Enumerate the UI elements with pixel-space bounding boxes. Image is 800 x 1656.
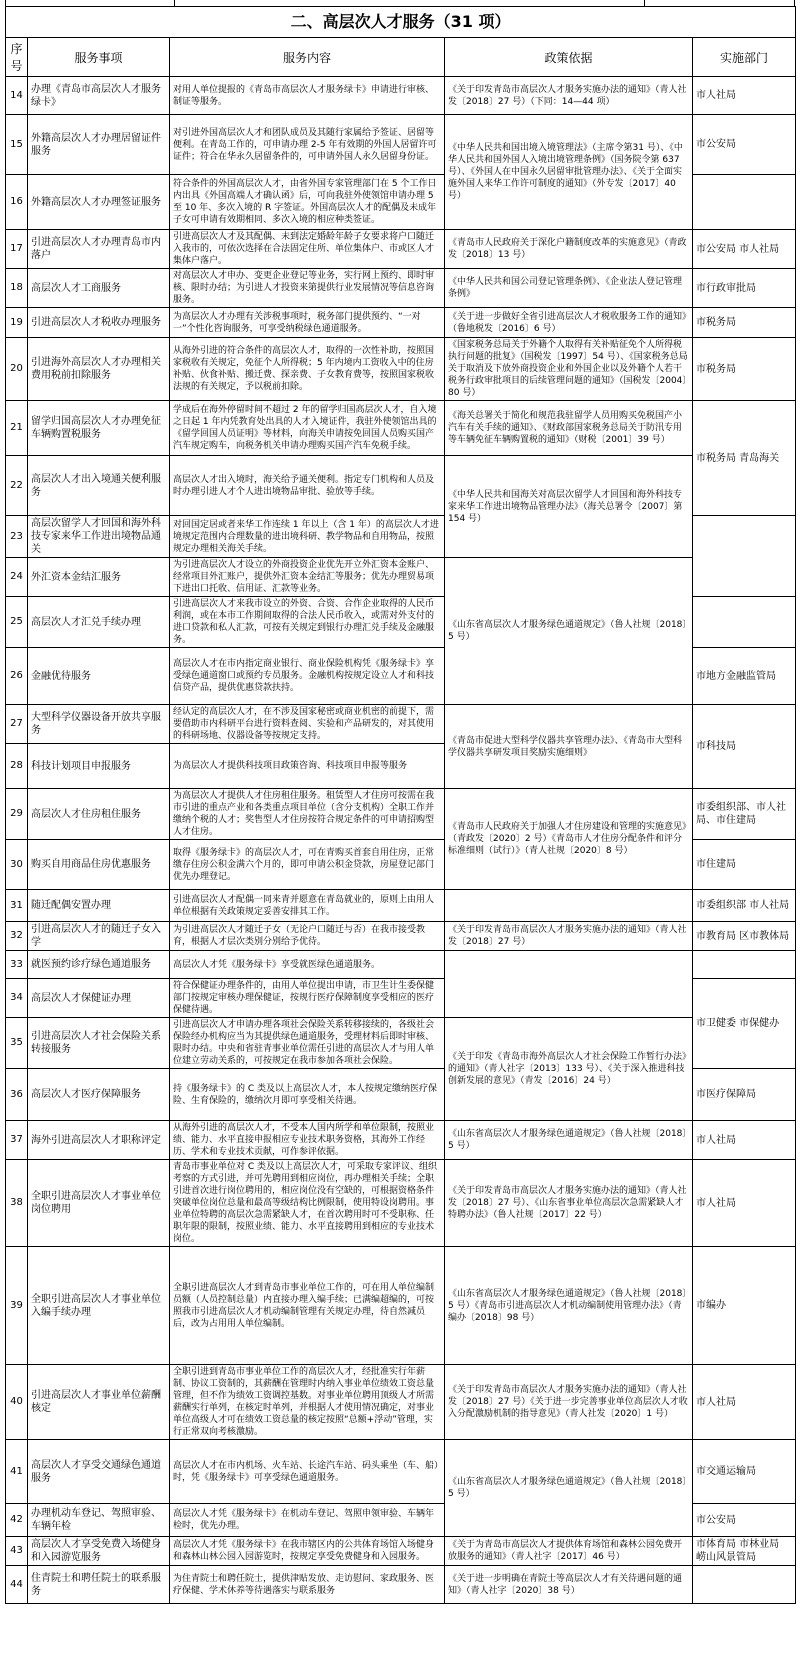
cell-dept: 市人社局 xyxy=(693,1160,796,1247)
cell-no: 17 xyxy=(6,230,28,269)
table-row xyxy=(6,951,796,979)
cell-no: 18 xyxy=(6,269,28,308)
table-row xyxy=(6,269,796,308)
cell-dept: 市体育局 市林业局 崂山风景管局 xyxy=(693,1537,796,1566)
table-row xyxy=(6,1365,796,1440)
cell-no: 28 xyxy=(6,744,28,789)
table-row xyxy=(6,705,796,744)
cell-no: 24 xyxy=(6,558,28,597)
cell-dept: 市住建局 xyxy=(693,840,796,890)
cell-policy: 《山东省高层次人才服务绿色通道规定》（鲁人社规〔2018〕5 号） xyxy=(445,1440,693,1537)
cell-item: 高层次人才工商服务 xyxy=(28,269,170,308)
cell-no: 21 xyxy=(6,401,28,456)
cell-no: 34 xyxy=(6,979,28,1018)
cell-policy xyxy=(445,890,693,922)
cell-no: 39 xyxy=(6,1247,28,1365)
cell-no: 31 xyxy=(6,890,28,922)
table-row xyxy=(6,1537,796,1566)
table-row xyxy=(6,1018,796,1069)
cell-content: 对引进外国高层次人才和团队成员及其随行家属给予签证、居留等便利。在青岛工作的，可申请办理 2-5 年有效期的外国人居留许可证件；符合在华永久居留条件的，可申请外国人永久居留身份证。 xyxy=(170,115,445,175)
table-row xyxy=(6,1440,796,1504)
table-row xyxy=(6,1121,796,1160)
cell-policy: 《山东省高层次人才服务绿色通道规定》（鲁人社规〔2018〕5 号） xyxy=(445,558,693,705)
table-row xyxy=(6,338,796,401)
cell-content: 从海外引进的符合条件的高层次人才，取得的一次性补助，按照国家税收有关规定，免征个人所得税；5 年内境内工资收入中的住房补贴、伙食补贴、搬迁费、探亲费、子女教育费等，按照国家税收法规的有关规定，予以税前扣除。 xyxy=(170,338,445,401)
cell-item: 就医预约诊疗绿色通道服务 xyxy=(28,951,170,979)
cell-item: 科技计划项目申报服务 xyxy=(28,744,170,789)
cell-content: 高层次人才出入境时，海关给予通关便利。指定专门机构和人员及时办理引进人才个人进出境物品审批、验放等手续。 xyxy=(170,456,445,516)
cell-policy: 《青岛市人民政府关于加强人才住房建设和管理的实施意见》（青政发〔2020〕2 号）《青岛市人才住房分配条件和评分标准细则（试行）》（青人社规〔2020〕8 号） xyxy=(445,789,693,890)
cell-item: 金融优待服务 xyxy=(28,648,170,705)
cell-item: 高层次人才汇兑手续办理 xyxy=(28,597,170,648)
cell-content: 从海外引进的高层次人才，不受本人国内所学和单位限制，按照业绩、能力、水平直接申报相应专业技术职务资格，其海外工作经历、学术和专业技术贡献，可作参评依据。 xyxy=(170,1121,445,1160)
cell-item: 引进高层次人才事业单位薪酬核定 xyxy=(28,1365,170,1440)
cell-no: 44 xyxy=(6,1566,28,1604)
cell-policy: 《关于印发青岛市高层次人才服务实施办法的通知》（青人社发〔2018〕27 号）、《山东省事业单位高层次急需紧缺人才特聘办法》（鲁人社规〔2017〕22 号） xyxy=(445,1160,693,1247)
cell-item: 留学归国高层次人才办理免征车辆购置税服务 xyxy=(28,401,170,456)
table-row xyxy=(6,558,796,597)
cell-item: 引进高层次人才的随迁子女入学 xyxy=(28,922,170,951)
cell-item: 高层次人才享受交通绿色通道服务 xyxy=(28,1440,170,1504)
cell-content: 引进高层次人才及其配偶、未到法定婚龄年龄子女要求将户口随迁入我市的，可依次选择在合法固定住所、单位集体户、市或区人才集体户落户。 xyxy=(170,230,445,269)
cell-content: 取得《服务绿卡》的高层次人才，可在青购买首套自用住房，正常缴存住房公积金满六个月的，即可申请公积金贷款，房屋登记部门优先办理登记。 xyxy=(170,840,445,890)
cell-no: 16 xyxy=(6,175,28,230)
cell-content: 高层次人才在市内机场、火车站、长途汽车站、码头乘坐（车、船）时，凭《服务绿卡》可享受绿色通道服务。 xyxy=(170,1440,445,1504)
cell-no: 33 xyxy=(6,951,28,979)
cell-no: 41 xyxy=(6,1440,28,1504)
cell-dept: 市编办 xyxy=(693,1247,796,1365)
cell-policy: 《关于印发青岛市高层次人才服务实施办法的通知》（青人社发〔2018〕27 号） xyxy=(445,922,693,951)
cell-content: 高层次人才凭《服务绿卡》享受就医绿色通道服务。 xyxy=(170,951,445,979)
cell-item: 海外引进高层次人才职称评定 xyxy=(28,1121,170,1160)
cell-no: 27 xyxy=(6,705,28,744)
cell-content: 符合条件的外国高层次人才，由省外国专家管理部门在 5 个工作日内出具《外国高端人才确认函》后，可向我驻外使领馆申请办理 5 至 10 年、多次入境的 R 字签证。外国高层次人才的配偶及未成年子女可申请有效期相同、多次入境的相应种类签证。 xyxy=(170,175,445,230)
cell-dept: 市人社局 xyxy=(693,1121,796,1160)
cell-no: 35 xyxy=(6,1018,28,1069)
cell-no: 36 xyxy=(6,1069,28,1121)
cell-policy: 《关于为青岛市高层次人才提供体育场馆和森林公园免费开放服务的通知》（青人社字〔2017〕46 号） xyxy=(445,1537,693,1566)
cell-policy: 《青岛市促进大型科学仪器共享管理办法》、《青岛市大型科学仪器共享研发项目奖励实施细则》 xyxy=(445,705,693,789)
cell-content: 引进高层次人才申请办理各项社会保险关系转移接续的，各级社会保险经办机构应当为其提供绿色通道服务，受理材料后即时审核、限时办结。中央和省驻青事业单位需任引进的高层次人才与用人单位建立劳动关系的，可按规定在我市参加各项社会保险。 xyxy=(170,1018,445,1069)
cell-content: 持《服务绿卡》的 C 类及以上高层次人才，本人按规定缴纳医疗保险、生育保险的，缴纳次月即可享受相关待遇。 xyxy=(170,1069,445,1121)
cell-policy: 《中华人民共和国出境入境管理法》（主席令第31 号）、《中华人民共和国外国人入境出境管理条例》（国务院令第 637 号）、《外国人在中国永久居留审批管理办法》、《关于全面实施外国人来华工作许可制度的通知》（外专发〔2017〕40 号） xyxy=(445,115,693,230)
cell-content: 全职引进到青岛市事业单位工作的高层次人才，经批准实行年薪制、协议工资制的，其薪酬在管理时内纳入事业单位绩效工资总量管理，但不作为绩效工资调控基数。对事业单位聘用顶级人才所需薪酬实行单列，在核定时单列，并根据人才使用情况确定，对事业单位高级人才可在绩效工资总量的核定按照“总额+浮动”管理，实行正常双向考核激励。 xyxy=(170,1365,445,1440)
cell-policy: 《关于印发青岛市高层次人才服务实施办法的通知》（青人社发〔2018〕27 号）《关于进一步完善事业单位高层次人才收入分配激励机制的指导意见》（青人社发〔2020〕1 号） xyxy=(445,1365,693,1440)
cell-dept xyxy=(693,1566,796,1604)
header-no: 序号 xyxy=(6,38,28,77)
cell-policy: 《关于印发《青岛市海外高层次人才社会保险工作暂行办法》的通知》（青人社字〔2013〕133 号）、《关于深入推进科技创新发展的意见》（青发〔2016〕24 号） xyxy=(445,1018,693,1121)
cell-dept xyxy=(693,175,796,230)
cell-policy: 《中华人民共和国公司登记管理条例》、《企业法人登记管理条例》 xyxy=(445,269,693,308)
cell-content: 高层次人才凭《服务绿卡》在我市辖区内的公共体育场馆入场健身和森林山林公园入园游览时，按规定享受免费健身和入园服务。 xyxy=(170,1537,445,1566)
cell-policy: 《关于印发青岛市高层次人才服务实施办法的通知》（青人社发〔2018〕27 号）（下同：14—44 项） xyxy=(445,77,693,115)
cell-dept: 市教育局 区市教体局 xyxy=(693,922,796,951)
cell-dept: 市交通运输局 xyxy=(693,1440,796,1504)
cell-no: 23 xyxy=(6,516,28,558)
cell-dept: 市人社局 xyxy=(693,1365,796,1440)
cell-item: 随迁配偶安置办理 xyxy=(28,890,170,922)
cell-content: 经认定的高层次人才，在不涉及国家秘密或商业机密的前提下，需要借助市内科研平台进行资料查阅、实验和产品研发的，对其使用的科研场地、仪器设备等按规定支持。 xyxy=(170,705,445,744)
cell-item: 引进高层次人才办理青岛市内落户 xyxy=(28,230,170,269)
header-content: 服务内容 xyxy=(170,38,445,77)
cell-dept: 市卫健委 市保健办 xyxy=(693,979,796,1069)
cell-policy: 《海关总署关于简化和规范我驻留学人员用购买免税国产小汽车有关手续的通知》、《财政部国家税务总局关于防汛专用等车辆免征车辆购置税的通知》（财税〔2001〕39 号） xyxy=(445,401,693,456)
cell-item: 购买自用商品住房优惠服务 xyxy=(28,840,170,890)
cell-policy: 《中华人民共和国海关对高层次留学人才回国和海外科技专家来华工作进出境物品管理办法》（海关总署令〔2007〕第 154 号） xyxy=(445,456,693,558)
cell-dept: 市行政审批局 xyxy=(693,269,796,308)
cell-dept: 市人社局 xyxy=(693,77,796,115)
cell-no: 37 xyxy=(6,1121,28,1160)
cell-item: 高层次人才住房租住服务 xyxy=(28,789,170,840)
cell-item: 高层次人才出入境通关便利服务 xyxy=(28,456,170,516)
cell-item: 高层次人才医疗保障服务 xyxy=(28,1069,170,1121)
cell-item: 全职引进高层次人才事业单位入编手续办理 xyxy=(28,1247,170,1365)
header-item: 服务事项 xyxy=(28,38,170,77)
services-table xyxy=(5,6,796,1604)
cell-dept: 市税务局 青岛海关 xyxy=(693,401,796,516)
table-row xyxy=(6,308,796,338)
cell-item: 住青院士和聘任院士的联系服务 xyxy=(28,1566,170,1604)
cell-item: 全职引进高层次人才事业单位岗位聘用 xyxy=(28,1160,170,1247)
cell-content: 对回国定居或者来华工作连续 1 年以上（含 1 年）的高层次人才进境规定范围内合理数量的进出境科研、教学物品和自用物品，按照规定办理相关海关手续。 xyxy=(170,516,445,558)
cell-content: 为高层次人才提供科技项目政策咨询、科技项目申报等服务 xyxy=(170,744,445,789)
cell-no: 40 xyxy=(6,1365,28,1440)
cell-dept xyxy=(693,597,796,648)
cell-content: 高层次人才在市内指定商业银行、商业保险机构凭《服务绿卡》享受绿色通道窗口或预约专员服务。金融机构按规定设立人才和科技信贷产品，提供优惠贷款扶持。 xyxy=(170,648,445,705)
cell-dept: 市地方金融监管局 xyxy=(693,648,796,705)
cell-item: 大型科学仪器设备开放共享服务 xyxy=(28,705,170,744)
cell-item: 引进高层次人才社会保险关系转接服务 xyxy=(28,1018,170,1069)
cell-item: 引进高层次人才税收办理服务 xyxy=(28,308,170,338)
cell-item: 高层次留学人才回国和海外科技专家来华工作进出境物品通关 xyxy=(28,516,170,558)
cell-policy: 《山东省高层次人才服务绿色通道规定》（鲁人社规〔2018〕5 号） xyxy=(445,1121,693,1160)
cell-policy: 《关于进一步明确在青院士等高层次人才有关待遇问题的通知》（青人社字〔2020〕38 号） xyxy=(445,1566,693,1604)
cell-policy: 《山东省高层次人才服务绿色通道规定》（鲁人社规〔2018〕5 号）《青岛市引进高层次人才机动编制使用管理办法》（青编办〔2018〕98 号） xyxy=(445,1247,693,1365)
cell-item: 外汇资本金结汇服务 xyxy=(28,558,170,597)
cell-no: 19 xyxy=(6,308,28,338)
cell-dept: 市税务局 xyxy=(693,308,796,338)
cell-item: 高层次人才保健证办理 xyxy=(28,979,170,1018)
cell-dept: 市科技局 xyxy=(693,705,796,789)
table-row xyxy=(6,789,796,840)
cell-content: 引进高层次人才配偶一同来青并愿意在青岛就业的，原则上由用人单位根据有关政策规定妥善安排其工作。 xyxy=(170,890,445,922)
cell-policy: 《关于进一步做好全省引进高层次人才税收服务工作的通知》（鲁地税发〔2016〕6 号） xyxy=(445,308,693,338)
document-page xyxy=(5,0,795,1604)
cell-no: 14 xyxy=(6,77,28,115)
cell-no: 15 xyxy=(6,115,28,175)
cell-content: 为高层次人才提供人才住房租住服务。租赁型人才住房可按需在我市引进的重点产业和各类重点项目单位（含分支机构）全职工作并缴纳个税的人才；奖售型人才住房按符合规定条件的可申请招购型人才住房。 xyxy=(170,789,445,840)
cell-item: 外籍高层次人才办理签证服务 xyxy=(28,175,170,230)
header-dept: 实施部门 xyxy=(693,38,796,77)
table-row xyxy=(6,230,796,269)
cell-item: 办理机动车登记、驾照审验、车辆年检 xyxy=(28,1504,170,1537)
table-row xyxy=(6,1160,796,1247)
table-row xyxy=(6,77,796,115)
cell-content: 为住青院士和聘任院士，提供津贴发放、走访慰问、家政服务、医疗保健、学术休养等待遇落实与联系服务 xyxy=(170,1566,445,1604)
cell-dept xyxy=(693,516,796,597)
cell-no: 30 xyxy=(6,840,28,890)
cell-item: 引进海外高层次人才办理相关费用税前扣除服务 xyxy=(28,338,170,401)
cell-dept: 市公安局 xyxy=(693,115,796,175)
cell-dept xyxy=(693,951,796,979)
header-policy: 政策依据 xyxy=(445,38,693,77)
cell-dept: 市公安局 市人社局 xyxy=(693,230,796,269)
cell-content: 对高层次人才申办、变更企业登记等业务，实行网上预约、即时审核、限时办结；为引进人才投资来第提供行业发展情况等信息咨询服务。 xyxy=(170,269,445,308)
cell-dept: 市公安局 xyxy=(693,1504,796,1537)
cell-no: 25 xyxy=(6,597,28,648)
previous-table-edge xyxy=(5,0,795,6)
cell-content: 为高层次人才办理有关涉税事项时，税务部门提供预约、“一对一”个性化咨询服务，可享受纳税绿色通道服务。 xyxy=(170,308,445,338)
table-row xyxy=(6,890,796,922)
table-row xyxy=(6,1247,796,1365)
section-title: 二、高层次人才服务（31 项） xyxy=(6,7,796,38)
cell-content: 青岛市事业单位对 C 类及以上高层次人才，可采取专家评议、组织考察的方式引进，并可先聘用到相应岗位，再办理相关手续；全职引进首次进行岗位聘用的，相应岗位没有空缺的，可根据资格条件突破单位岗位总量和最高等级结构比例限制，使用特设岗聘用。事业单位特聘的高层次急需紧缺人才，在首次聘用时可不受职称、任职年限的限制，按照业绩、能力、水平直接聘用到相应的专业技术岗位。 xyxy=(170,1160,445,1247)
cell-item: 外籍高层次人才办理居留证件服务 xyxy=(28,115,170,175)
cell-no: 43 xyxy=(6,1537,28,1566)
cell-no: 22 xyxy=(6,456,28,516)
cell-content: 高层次人才凭《服务绿卡》在机动车登记、驾照申领审验、车辆年检时，优先办理。 xyxy=(170,1504,445,1537)
cell-content: 为引进高层次人才随迁子女（无论户口随迁与否）在我市接受教育，根据人才层次类别分别给予优待。 xyxy=(170,922,445,951)
cell-dept: 市税务局 xyxy=(693,338,796,401)
table-row xyxy=(6,456,796,516)
cell-no: 20 xyxy=(6,338,28,401)
cell-content: 引进高层次人才来我市设立的外资、合资、合作企业取得的人民币利润，或在本市工作期间取得的合法人民币收入，或需对外支付的进口贷款和私人汇款，可按有关规定到银行办理汇兑手续及金融服务。 xyxy=(170,597,445,648)
cell-content: 为引进高层次人才设立的外商投资企业优先开立外汇资本金账户、经常项目外汇账户，提供外汇资本金结汇等服务；优先办理贸易项下进出口托收、信用证、汇款等业务。 xyxy=(170,558,445,597)
cell-no: 32 xyxy=(6,922,28,951)
cell-content: 符合保健证办理条件的，由用人单位提出申请，市卫生计生委保健部门按规定审核办理保健证，按规行医疗保障制度享受相应的医疗保健待遇。 xyxy=(170,979,445,1018)
cell-content: 学成后在海外停留时间不超过 2 年的留学归国高层次人才，自入境之日起 1 年内凭教育处出具的人才入境证件，我驻外使领馆出具的《留学回国人员证明》等材料，向海关申请按免回国人员购买国产汽车规定购车，向税务机关申请办理购买国产汽车免税手续。 xyxy=(170,401,445,456)
cell-item: 高层次人才享受免费入场健身和入园游览服务 xyxy=(28,1537,170,1566)
table-row xyxy=(6,1566,796,1604)
cell-policy: 《青岛市人民政府关于深化户籍制度改革的实施意见》（青政发〔2018〕13 号） xyxy=(445,230,693,269)
cell-content: 对用人单位提报的《青岛市高层次人才服务绿卡》申请进行审核、制证等服务。 xyxy=(170,77,445,115)
table-row xyxy=(6,922,796,951)
table-row xyxy=(6,401,796,456)
cell-policy: 《国家税务总局关于外籍个人取得有关补贴征免个人所得税执行问题的批复》（国税发〔1997〕54 号）、《国家税务总局关于取消及下放外商投资企业和外国企业以及外籍个人若干税务行政审批项目的后续管理问题的通知》（国税发〔2004〕80 号） xyxy=(445,338,693,401)
cell-dept: 市委组织部、市人社局、市住建局 xyxy=(693,789,796,840)
cell-no: 42 xyxy=(6,1504,28,1537)
cell-content: 全职引进高层次人才到青岛市事业单位工作的，可在用人单位编制员额（人员控制总量）内直接办理入编手续；已满编超编的，可按照我市引进高层次人才机动编制管理有关规定办理，待自然减员后，改为占用用人单位编制。 xyxy=(170,1247,445,1365)
cell-dept: 市医疗保障局 xyxy=(693,1069,796,1121)
cell-no: 29 xyxy=(6,789,28,840)
cell-no: 26 xyxy=(6,648,28,705)
table-row xyxy=(6,115,796,175)
cell-item: 办理《青岛市高层次人才服务绿卡》 xyxy=(28,77,170,115)
cell-no: 38 xyxy=(6,1160,28,1247)
cell-dept: 市委组织部 市人社局 xyxy=(693,890,796,922)
cell-policy xyxy=(445,951,693,1018)
